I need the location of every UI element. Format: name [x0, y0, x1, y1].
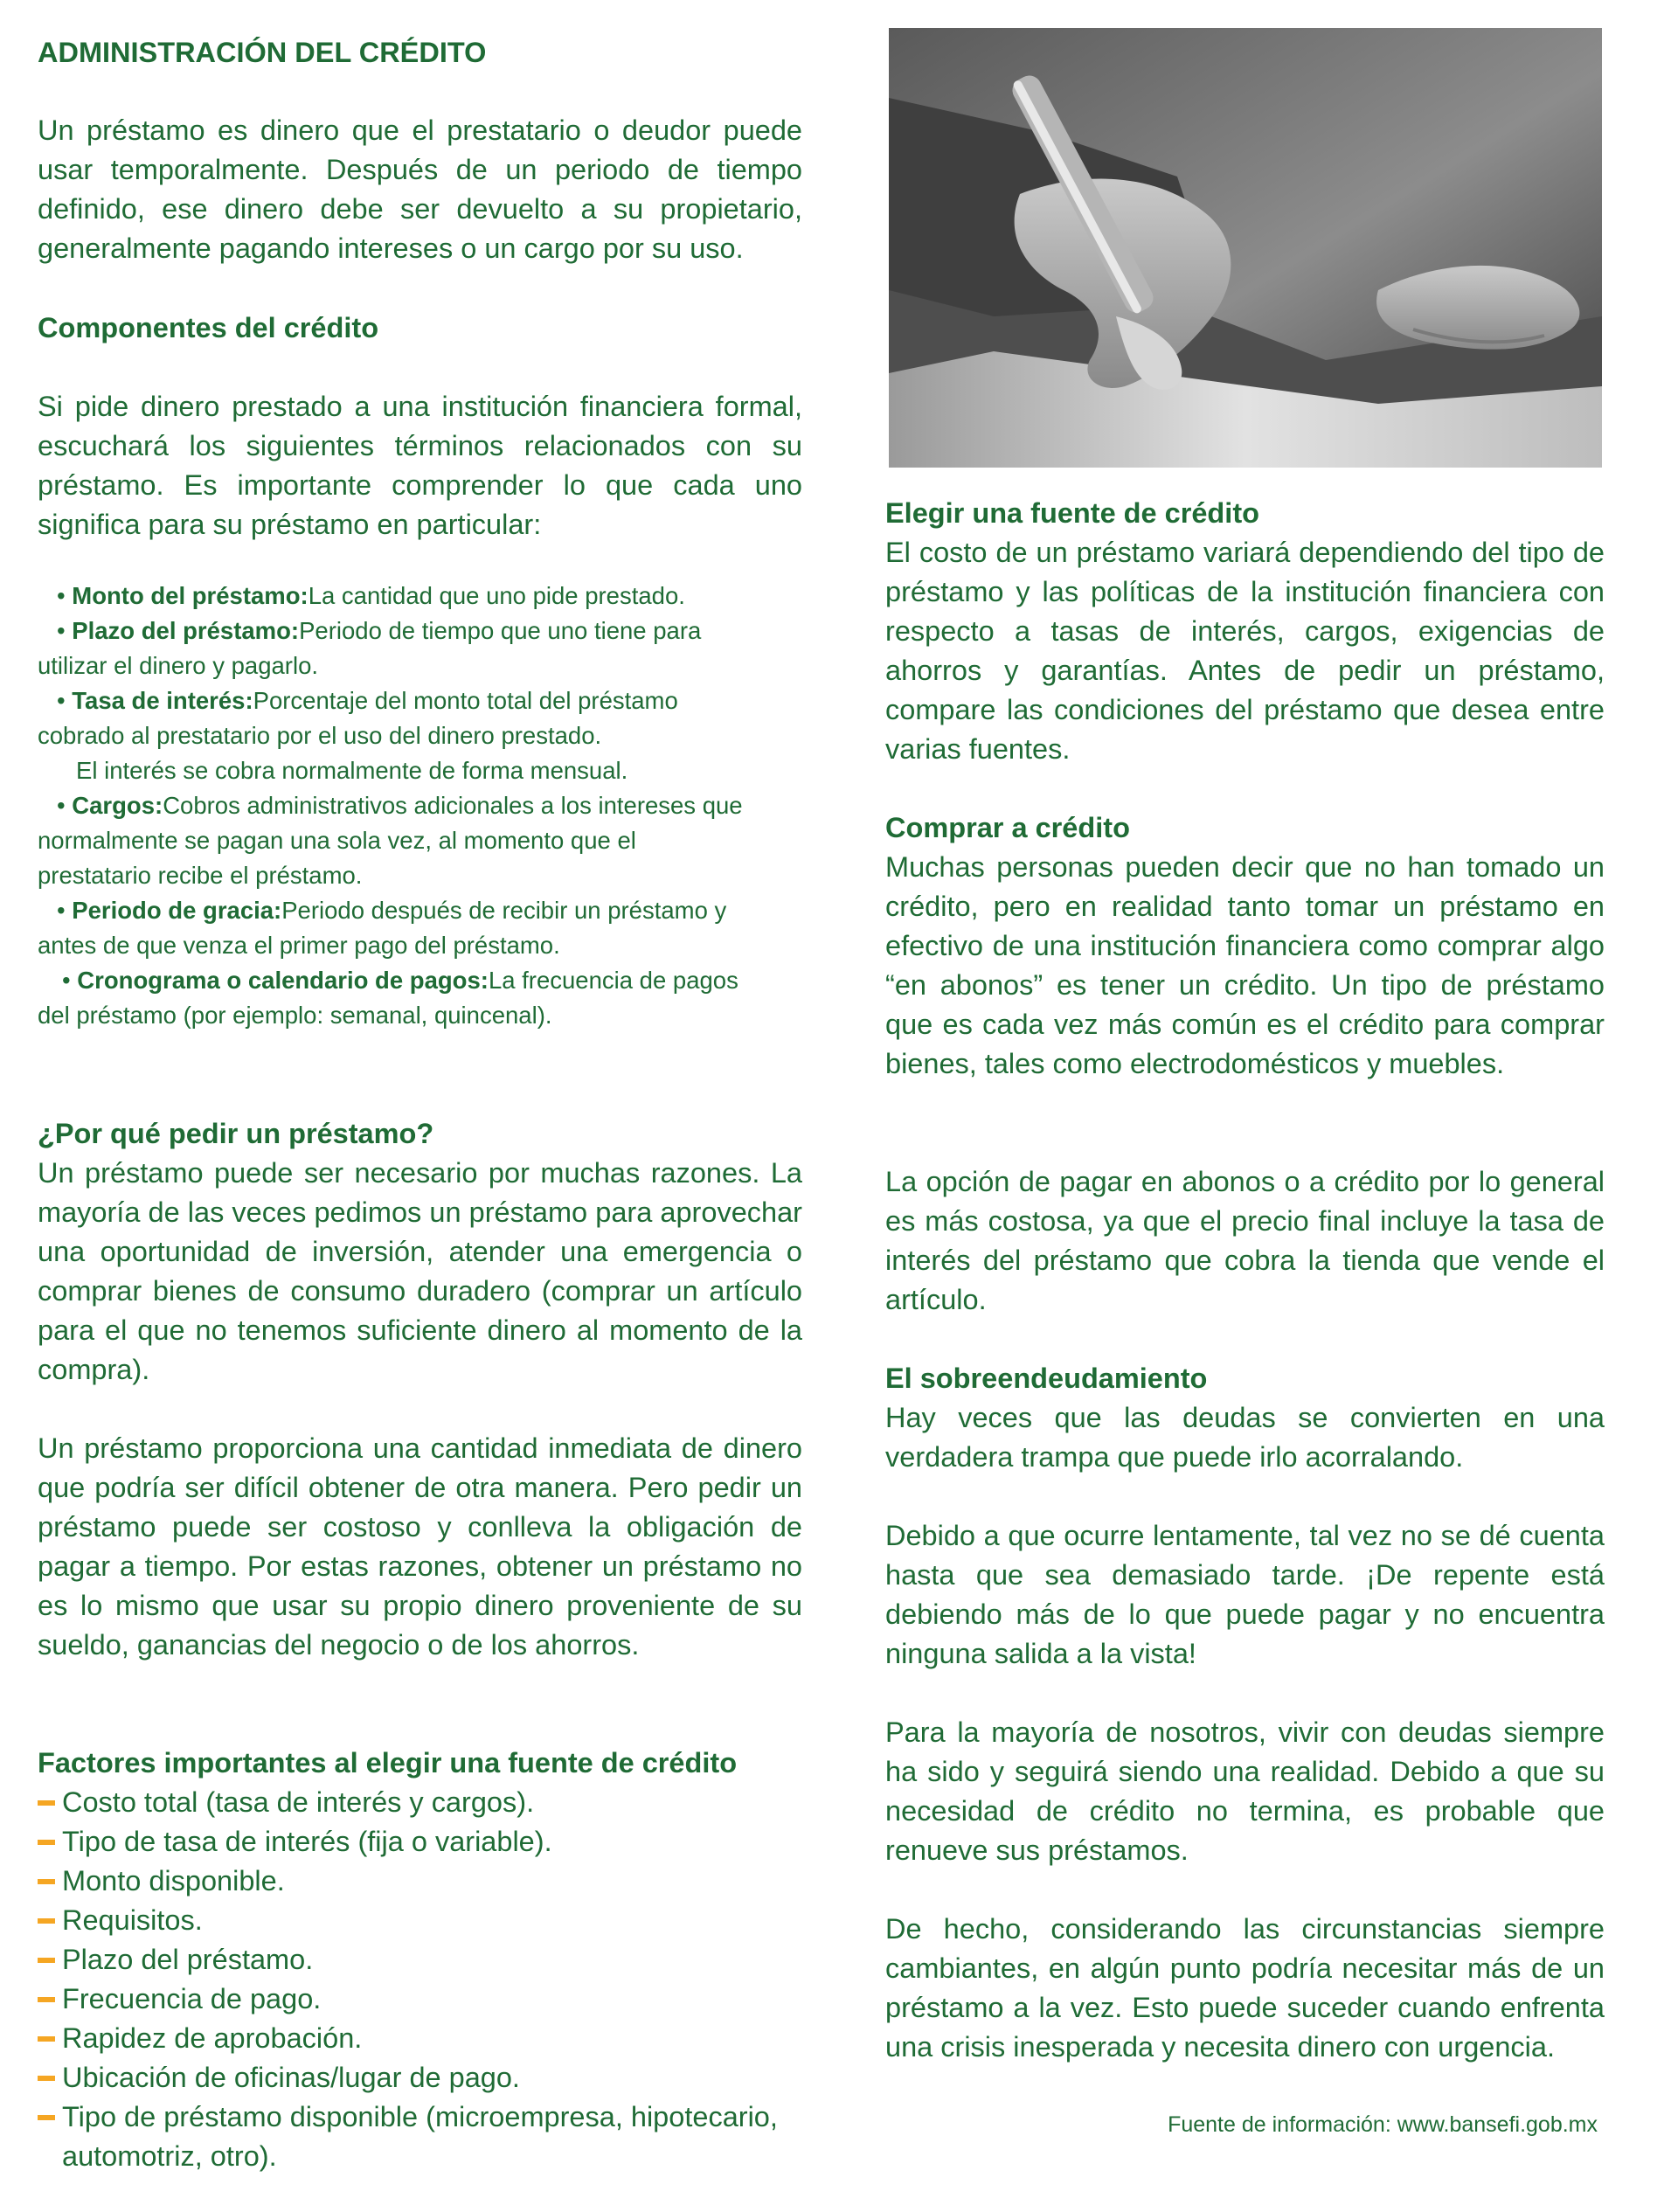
over-paragraph-3 [885, 1713, 1605, 1870]
why-text-1: Un préstamo puede ser necesario por muchas razones. La mayoría de las veces pedimos un préstamo para aprovechar una oportunidad de inversión, atender una emergencia o comprar bienes de consumo duradero (comprar un artículo para el que no tenemos suficiente dinero al momento de la compra). [38, 1157, 802, 1385]
list-item [38, 1862, 802, 1901]
over-paragraph-1 [885, 1398, 1605, 1477]
factor-text: Costo total (tasa de interés y cargos). [62, 1786, 535, 1818]
list-item [38, 1783, 802, 1822]
term-text: El interés se cobra normalmente de forma mensual. [76, 757, 628, 784]
list-item [38, 1901, 802, 1940]
term-item: • Cronograma o calendario de pagos:La frecuencia de pagos [62, 967, 738, 994]
over-text-2: Debido a que ocurre lentamente, tal vez no se dé cuenta hasta que sea demasiado tarde. ¡De repente está debiendo más de lo que puede pagar y no encuentra ninguna salida a la vista! [885, 1520, 1605, 1669]
factor-text: Rapidez de aprobación. [62, 2022, 363, 2054]
factors-list [38, 1783, 802, 2176]
term-label: Cargos: [72, 792, 163, 819]
list-item [38, 2098, 802, 2176]
term-text: Periodo después de recibir un préstamo y [281, 897, 727, 924]
choose-text: El costo de un préstamo variará dependiendo del tipo de préstamo y las políticas de la institución financiera con respecto a tasas de interés, cargos, exigencias de ahorros y garantías. Antes de pedir un préstamo, compare las condiciones del préstamo que desea entre varias fuentes. [885, 537, 1605, 765]
term-label: Periodo de gracia: [72, 897, 282, 924]
why-paragraph-2 [38, 1429, 802, 1665]
components-text: Si pide dinero prestado a una institución financiera formal, escuchará los siguientes términos relacionados con su préstamo. Es importante comprender lo que cada uno significa para su préstamo en particular: [38, 391, 802, 540]
term-text: antes de que venza el primer pago del préstamo. [38, 932, 560, 959]
components-heading: Componentes del crédito [38, 312, 379, 343]
hand-writing-photo [889, 28, 1602, 468]
over-heading: El sobreendeudamiento [885, 1363, 1208, 1394]
dash-bullet-icon [38, 1840, 55, 1845]
dash-bullet-icon [38, 1918, 55, 1924]
buy-text-2: La opción de pagar en abonos o a crédito por lo general es más costosa, ya que el precio final incluye la tasa de interés del préstamo que cobra la tienda que vende el artículo. [885, 1166, 1605, 1315]
over-paragraph-4 [885, 1910, 1605, 2067]
factor-text: Frecuencia de pago. [62, 1983, 322, 2014]
over-text-1: Hay veces que las deudas se convierten en una verdadera trampa que puede irlo acorralando. [885, 1402, 1605, 1473]
term-text: Periodo de tiempo que uno tiene para [299, 617, 702, 644]
term-item: • Tasa de interés:Porcentaje del monto total del préstamo [57, 687, 678, 714]
over-text-4: De hecho, considerando las circunstancias siempre cambiantes, en algún punto podría necesitar más de un préstamo a la vez. Esto puede suceder cuando enfrenta una crisis inesperada y necesita dinero con urgencia. [885, 1913, 1605, 2063]
list-item [38, 2058, 802, 2098]
over-text-3: Para la mayoría de nosotros, vivir con deudas siempre ha sido y seguirá siendo una realidad. Debido a que su necesidad de crédito no termina, es probable que renueve sus préstamos. [885, 1716, 1605, 1866]
term-label: Cronograma o calendario de pagos: [77, 967, 489, 994]
dash-bullet-icon [38, 1997, 55, 2002]
choose-paragraph [885, 533, 1605, 769]
factor-text: Requisitos. [62, 1904, 203, 1936]
term-item: • Monto del préstamo:La cantidad que uno pide prestado. [57, 582, 685, 609]
source-note: Fuente de información: www.bansefi.gob.mx [1168, 2112, 1598, 2137]
components-paragraph [38, 387, 802, 544]
intro-paragraph [38, 111, 802, 268]
buy-paragraph-1 [885, 848, 1605, 1084]
dash-bullet-icon [38, 1800, 55, 1806]
why-text-2: Un préstamo proporciona una cantidad inmediata de dinero que podría ser difícil obtener de otra manera. Pero pedir un préstamo puede ser costoso y conlleva la obligación de pagar a tiempo. Por estas razones, obtener un préstamo no es lo mismo que usar su propio dinero proveniente de su sueldo, ganancias del negocio o de los ahorros. [38, 1432, 802, 1661]
dash-bullet-icon [38, 2036, 55, 2042]
term-text: La frecuencia de pagos [488, 967, 738, 994]
factor-text: Tipo de tasa de interés (fija o variable). [62, 1826, 552, 1857]
factor-text: Ubicación de oficinas/lugar de pago. [62, 2062, 520, 2093]
term-text: prestatario recibe el préstamo. [38, 862, 363, 889]
factor-text: Tipo de préstamo disponible (microempresa, hipotecario, automotriz, otro). [62, 2101, 778, 2172]
term-text: del préstamo (por ejemplo: semanal, quincenal). [38, 1002, 552, 1029]
over-paragraph-2 [885, 1516, 1605, 1674]
choose-heading: Elegir una fuente de crédito [885, 497, 1259, 529]
term-text: utilizar el dinero y pagarlo. [38, 652, 319, 679]
dash-bullet-icon [38, 2115, 55, 2120]
buy-heading: Comprar a crédito [885, 812, 1130, 843]
term-item: • Periodo de gracia:Periodo después de recibir un préstamo y [57, 897, 727, 924]
factors-heading: Factores importantes al elegir una fuente de crédito [38, 1747, 738, 1779]
list-item [38, 2019, 802, 2058]
list-item [38, 1940, 802, 1980]
factor-text: Plazo del préstamo. [62, 1944, 314, 1975]
page-title: ADMINISTRACIÓN DEL CRÉDITO [38, 37, 487, 68]
dash-bullet-icon [38, 2076, 55, 2081]
term-item: • Cargos:Cobros administrativos adicionales a los intereses que [57, 792, 743, 819]
why-paragraph-1 [38, 1154, 802, 1390]
term-label: Monto del préstamo: [72, 582, 309, 609]
intro-text: Un préstamo es dinero que el prestatario o deudor puede usar temporalmente. Después de un periodo de tiempo definido, ese dinero debe ser devuelto a su propietario, generalmente pagando intereses o un cargo por su uso. [38, 114, 802, 264]
terms-list [38, 579, 802, 1033]
dash-bullet-icon [38, 1958, 55, 1963]
buy-text-1: Muchas personas pueden decir que no han tomado un crédito, pero en realidad tanto tomar un préstamo en efectivo de una institución financiera como comprar algo “en abonos” es tener un crédito. Un tipo de préstamo que es cada vez más común es el crédito para comprar bienes, tales como electrodomésticos y muebles. [885, 851, 1605, 1079]
list-item [38, 1822, 802, 1862]
list-item [38, 1980, 802, 2019]
term-item: • Plazo del préstamo:Periodo de tiempo que uno tiene para [57, 617, 702, 644]
dash-bullet-icon [38, 1879, 55, 1884]
term-text: Cobros administrativos adicionales a los intereses que [163, 792, 743, 819]
term-text: normalmente se pagan una sola vez, al momento que el [38, 827, 636, 854]
why-heading: ¿Por qué pedir un préstamo? [38, 1118, 434, 1149]
factor-text: Monto disponible. [62, 1865, 285, 1896]
buy-paragraph-2 [885, 1162, 1605, 1320]
term-text: Porcentaje del monto total del préstamo [253, 687, 678, 714]
term-label: Tasa de interés: [72, 687, 253, 714]
term-text: cobrado al prestatario por el uso del dinero prestado. [38, 722, 602, 749]
hand-writing-image [889, 28, 1602, 468]
term-text: La cantidad que uno pide prestado. [308, 582, 685, 609]
term-label: Plazo del préstamo: [72, 617, 300, 644]
